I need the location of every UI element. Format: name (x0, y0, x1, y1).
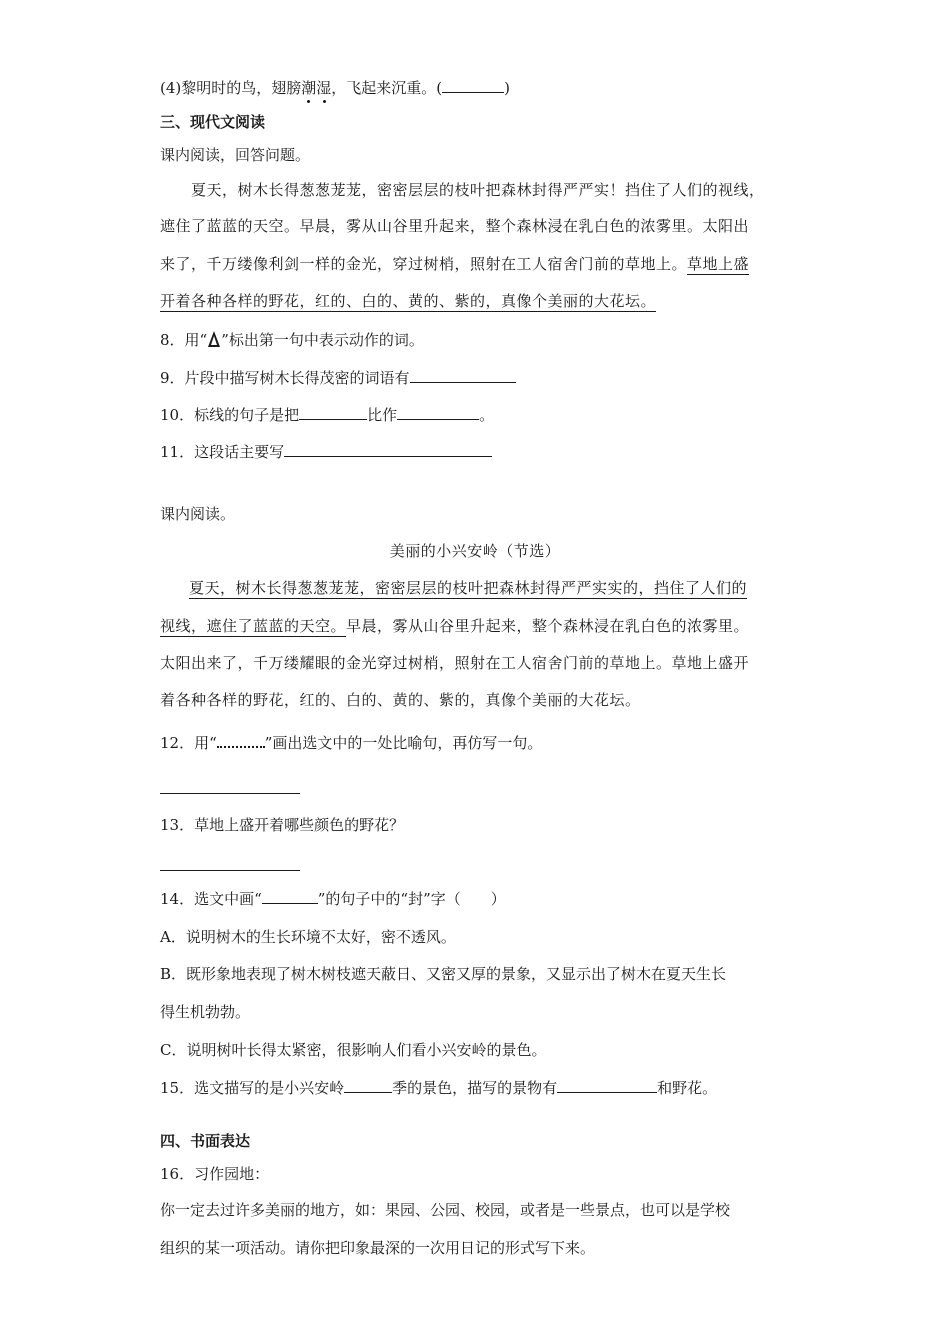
passage1-line3: 来了，千万缕像利剑一样的金光，穿过树梢，照射在工人宿舍门前的草地上。草地上盛 (160, 255, 750, 273)
answer-blank[interactable] (410, 368, 516, 383)
underlined-sentence: 开着各种各样的野花，红的、白的、黄的、紫的，真像个美丽的大花坛。 (160, 292, 657, 310)
section-3-heading: 三、现代文阅读 (160, 113, 266, 131)
answer-blank[interactable] (344, 1078, 392, 1093)
writing-prompt-line2: 组织的某一项活动。请你把印象最深的一次用日记的形式写下来。 (160, 1239, 596, 1257)
section-4-heading: 四、书面表达 (160, 1132, 251, 1150)
answer-blank[interactable] (299, 405, 367, 420)
underlined-sentence: 夏天，树木长得葱葱茏茏，密密层层的枝叶把森林封得严严实实的，挡住了人们的 (189, 579, 748, 597)
question-13: 13．草地上盛开着哪些颜色的野花？ (160, 816, 405, 834)
passage2-line2: 视线，遮住了蓝蓝的天空。早晨，雾从山谷里升起来，整个森林浸在乳白色的浓雾里。 (160, 617, 750, 635)
triangle-mark-icon (208, 331, 220, 347)
answer-line[interactable] (160, 793, 300, 794)
passage2-line3: 太阳出来了，千万缕耀眼的金光穿过树梢，照射在工人宿舍门前的草地上。草地上盛开 (160, 654, 750, 672)
question-15: 15．选文描写的是小兴安岭 季的景色，描写的景物有 和野花。 (160, 1079, 718, 1097)
option-b-line2[interactable]: 得生机勃勃。 (160, 1003, 251, 1021)
question-16: 16．习作园地： (160, 1165, 270, 1183)
writing-prompt-line1: 你一定去过许多美丽的地方，如：果园、公园、校园，或者是一些景点，也可以是学校 (160, 1201, 731, 1219)
section-3-intro: 课内阅读，回答问题。 (160, 146, 311, 164)
question-4-line: (4)黎明时的鸟，翅膀潮湿 ，飞起来沉重。( ) (160, 78, 510, 98)
underline-mark (262, 889, 318, 904)
question-8: 8．用“ ”标出第一句中表示动作的词。 (160, 331, 424, 349)
question-14: 14．选文中画“ ”的句子中的“封”字（ ） (160, 890, 506, 908)
question-12: 12．用“ ”画出选文中的一处比喻句，再仿写一句。 (160, 734, 543, 752)
underlined-sentence: 视线，遮住了蓝蓝的天空。 (160, 617, 347, 635)
answer-blank[interactable] (557, 1078, 657, 1093)
passage-title: 美丽的小兴安岭（节选） (389, 542, 561, 560)
passage2-line4: 着各种各样的野花，红的、白的、黄的、紫的，真像个美丽的大花坛。 (160, 691, 641, 709)
option-a[interactable]: A．说明树木的生长环境不太好，密不透风。 (160, 928, 456, 946)
passage1-line2: 遮住了蓝蓝的天空。早晨，雾从山谷里升起来，整个森林浸在乳白色的浓雾里。太阳出 (160, 217, 750, 235)
reading-2-intro: 课内阅读。 (160, 505, 236, 523)
question-9: 9．片段中描写树木长得茂密的词语有 (160, 368, 516, 388)
answer-line[interactable] (160, 870, 300, 871)
option-b-line1[interactable]: B．既形象地表现了树木树枝遮天蔽日、又密又厚的景象，又显示出了树木在夏天生长 (160, 965, 727, 983)
question-10: 10．标线的句子是把 比作 。 (160, 406, 495, 424)
answer-blank[interactable] (442, 78, 504, 93)
option-c[interactable]: C．说明树叶长得太紧密，很影响人们看小兴安岭的景色。 (160, 1041, 547, 1059)
passage2-line1 (189, 578, 747, 598)
question-11: 11．这段话主要写 (160, 442, 492, 462)
answer-blank[interactable] (284, 442, 492, 457)
passage1-line1: 夏天，树木长得葱葱茏茏，密密层层的枝叶把森林封得严严实！挡住了人们的视线， (191, 181, 765, 199)
answer-blank[interactable] (397, 405, 479, 420)
wavy-line-mark (217, 734, 265, 748)
passage1-line4 (160, 291, 656, 311)
underlined-sentence: 草地上盛 (687, 255, 750, 273)
dotted-word: 潮湿 (301, 79, 331, 97)
